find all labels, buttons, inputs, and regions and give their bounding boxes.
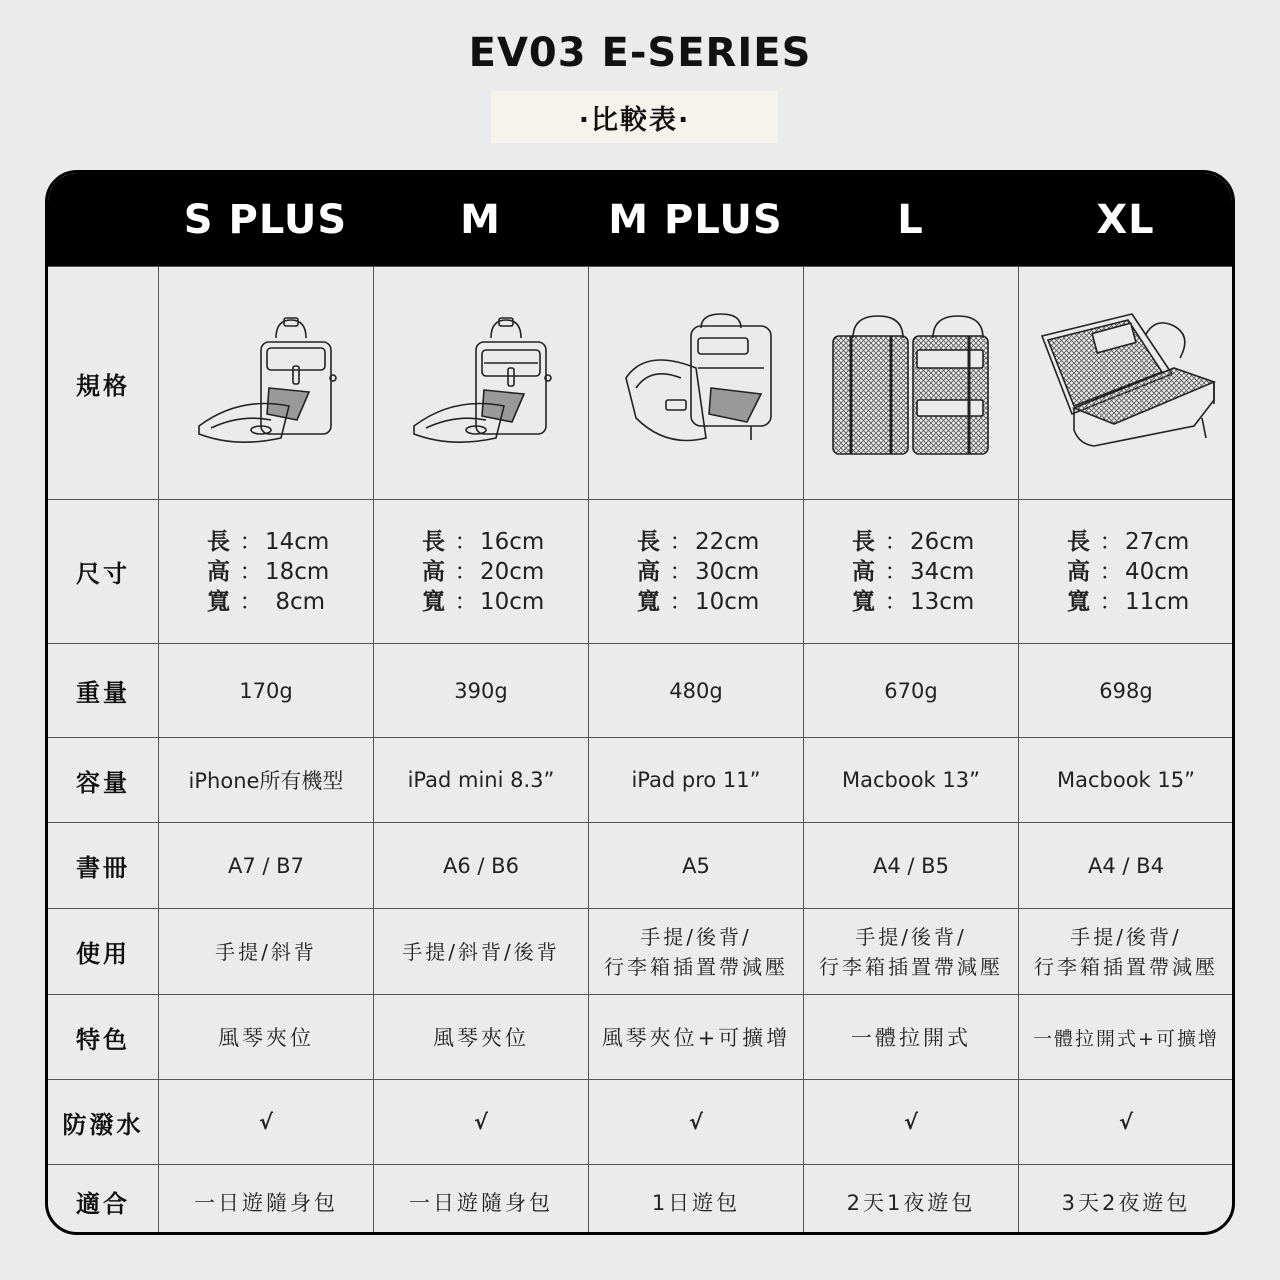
length-value: 27cm xyxy=(1125,528,1190,555)
comparison-table xyxy=(45,170,1235,1235)
width-key: 寬 xyxy=(637,588,660,615)
size-cell-l: 長 ： 26cm 高 ： 34cm 寬 ： 13cm xyxy=(803,500,1018,643)
weight-cell: 390g xyxy=(373,644,588,737)
suitable-cell: 3天2夜遊包 xyxy=(1018,1165,1233,1235)
height-value: 20cm xyxy=(480,558,545,585)
bag-illustration-m-plus xyxy=(588,267,803,499)
suitable-cell: 1日遊包 xyxy=(588,1165,803,1235)
features-cell: 風琴夾位+可擴增 xyxy=(588,995,803,1079)
features-cell: 一體拉開式+可擴增 xyxy=(1018,995,1233,1079)
table-header xyxy=(48,173,1232,266)
row-label: 容量 xyxy=(76,768,130,797)
check-icon: √ xyxy=(158,1080,373,1164)
height-value: 34cm xyxy=(910,558,975,585)
bag-illustration-l xyxy=(803,267,1018,499)
table-row-usage xyxy=(48,908,1232,994)
table-row-features xyxy=(48,994,1232,1079)
books-cell: A4 / B4 xyxy=(1018,823,1233,908)
row-label: 重量 xyxy=(76,679,130,707)
row-label: 適合 xyxy=(76,1190,130,1218)
length-key: 長 xyxy=(1067,528,1090,555)
model-header-xl: XL xyxy=(1096,196,1155,243)
suitable-cell: 一日遊隨身包 xyxy=(373,1165,588,1235)
width-key: 寬 xyxy=(1067,588,1090,615)
height-value: 18cm xyxy=(265,558,330,585)
height-key: 高 xyxy=(1067,558,1090,585)
weight-cell: 480g xyxy=(588,644,803,737)
capacity-cell: iPad pro 11” xyxy=(588,738,803,822)
bag-illustration-xl xyxy=(1018,267,1233,499)
model-header-l: L xyxy=(897,196,924,243)
size-cell-m: 長 ： 16cm 高 ： 20cm 寬 ： 10cm xyxy=(373,500,588,643)
row-label: 書冊 xyxy=(76,854,130,882)
height-key: 高 xyxy=(852,558,875,585)
table-row-size xyxy=(48,499,1232,643)
check-icon: √ xyxy=(373,1080,588,1164)
width-value: 13cm xyxy=(910,588,975,615)
features-cell: 風琴夾位 xyxy=(373,995,588,1079)
usage-cell: 手提/後背/ 行李箱插置帶減壓 xyxy=(1018,909,1233,994)
table-row-spec xyxy=(48,266,1232,499)
model-header-m-plus: M PLUS xyxy=(608,196,783,243)
size-cell-s-plus: 長 ： 14cm 高 ： 18cm 寬 ： 8cm xyxy=(158,500,373,643)
length-value: 26cm xyxy=(910,528,975,555)
size-cell-xl: 長 ： 27cm 高 ： 40cm 寬 ： 11cm xyxy=(1018,500,1233,643)
bag-illustration-m xyxy=(373,267,588,499)
check-icon: √ xyxy=(803,1080,1018,1164)
books-cell: A5 xyxy=(588,823,803,908)
books-cell: A4 / B5 xyxy=(803,823,1018,908)
row-label: 使用 xyxy=(76,940,130,968)
size-cell-m-plus: 長 ： 22cm 高 ： 30cm 寬 ： 10cm xyxy=(588,500,803,643)
usage-cell: 手提/後背/ 行李箱插置帶減壓 xyxy=(803,909,1018,994)
weight-cell: 170g xyxy=(158,644,373,737)
table-row-suitable xyxy=(48,1164,1232,1235)
width-key: 寬 xyxy=(422,588,445,615)
page-title: EV03 E-SERIES xyxy=(468,30,812,76)
usage-cell: 手提/後背/ 行李箱插置帶減壓 xyxy=(588,909,803,994)
subtitle-text: ·比較表· xyxy=(578,104,691,136)
subtitle-badge xyxy=(491,91,778,143)
bag-illustration-s-plus xyxy=(158,267,373,499)
model-header-m: M xyxy=(460,196,501,243)
capacity-cell: Macbook 13” xyxy=(803,738,1018,822)
width-value: 10cm xyxy=(480,588,545,615)
width-value: 11cm xyxy=(1125,588,1190,615)
length-value: 22cm xyxy=(695,528,760,555)
weight-cell: 698g xyxy=(1018,644,1233,737)
capacity-cell: iPad mini 8.3” xyxy=(373,738,588,822)
length-key: 長 xyxy=(207,528,230,555)
length-value: 14cm xyxy=(265,528,330,555)
usage-cell: 手提/斜背/後背 xyxy=(373,909,588,994)
capacity-cell: iPhone所有機型 xyxy=(158,738,373,822)
check-icon: √ xyxy=(588,1080,803,1164)
suitable-cell: 2天1夜遊包 xyxy=(803,1165,1018,1235)
length-key: 長 xyxy=(852,528,875,555)
row-label: 尺寸 xyxy=(76,560,130,588)
length-key: 長 xyxy=(637,528,660,555)
weight-cell: 670g xyxy=(803,644,1018,737)
row-label: 防潑水 xyxy=(62,1110,144,1139)
row-label: 特色 xyxy=(76,1025,130,1054)
table-row-books xyxy=(48,822,1232,908)
capacity-cell: Macbook 15” xyxy=(1018,738,1233,822)
height-value: 30cm xyxy=(695,558,760,585)
model-header-s-plus: S PLUS xyxy=(183,196,348,243)
row-label: 規格 xyxy=(76,371,130,400)
length-value: 16cm xyxy=(480,528,545,555)
width-key: 寬 xyxy=(852,588,875,615)
width-value: 8cm xyxy=(275,588,325,615)
height-key: 高 xyxy=(207,558,230,585)
width-value: 10cm xyxy=(695,588,760,615)
table-row-waterproof xyxy=(48,1079,1232,1164)
features-cell: 風琴夾位 xyxy=(158,995,373,1079)
features-cell: 一體拉開式 xyxy=(803,995,1018,1079)
length-key: 長 xyxy=(422,528,445,555)
height-value: 40cm xyxy=(1125,558,1190,585)
suitable-cell: 一日遊隨身包 xyxy=(158,1165,373,1235)
height-key: 高 xyxy=(422,558,445,585)
table-row-capacity xyxy=(48,737,1232,822)
usage-cell: 手提/斜背 xyxy=(158,909,373,994)
check-icon: √ xyxy=(1018,1080,1233,1164)
books-cell: A7 / B7 xyxy=(158,823,373,908)
height-key: 高 xyxy=(637,558,660,585)
books-cell: A6 / B6 xyxy=(373,823,588,908)
width-key: 寬 xyxy=(207,588,230,615)
table-row-weight xyxy=(48,643,1232,737)
